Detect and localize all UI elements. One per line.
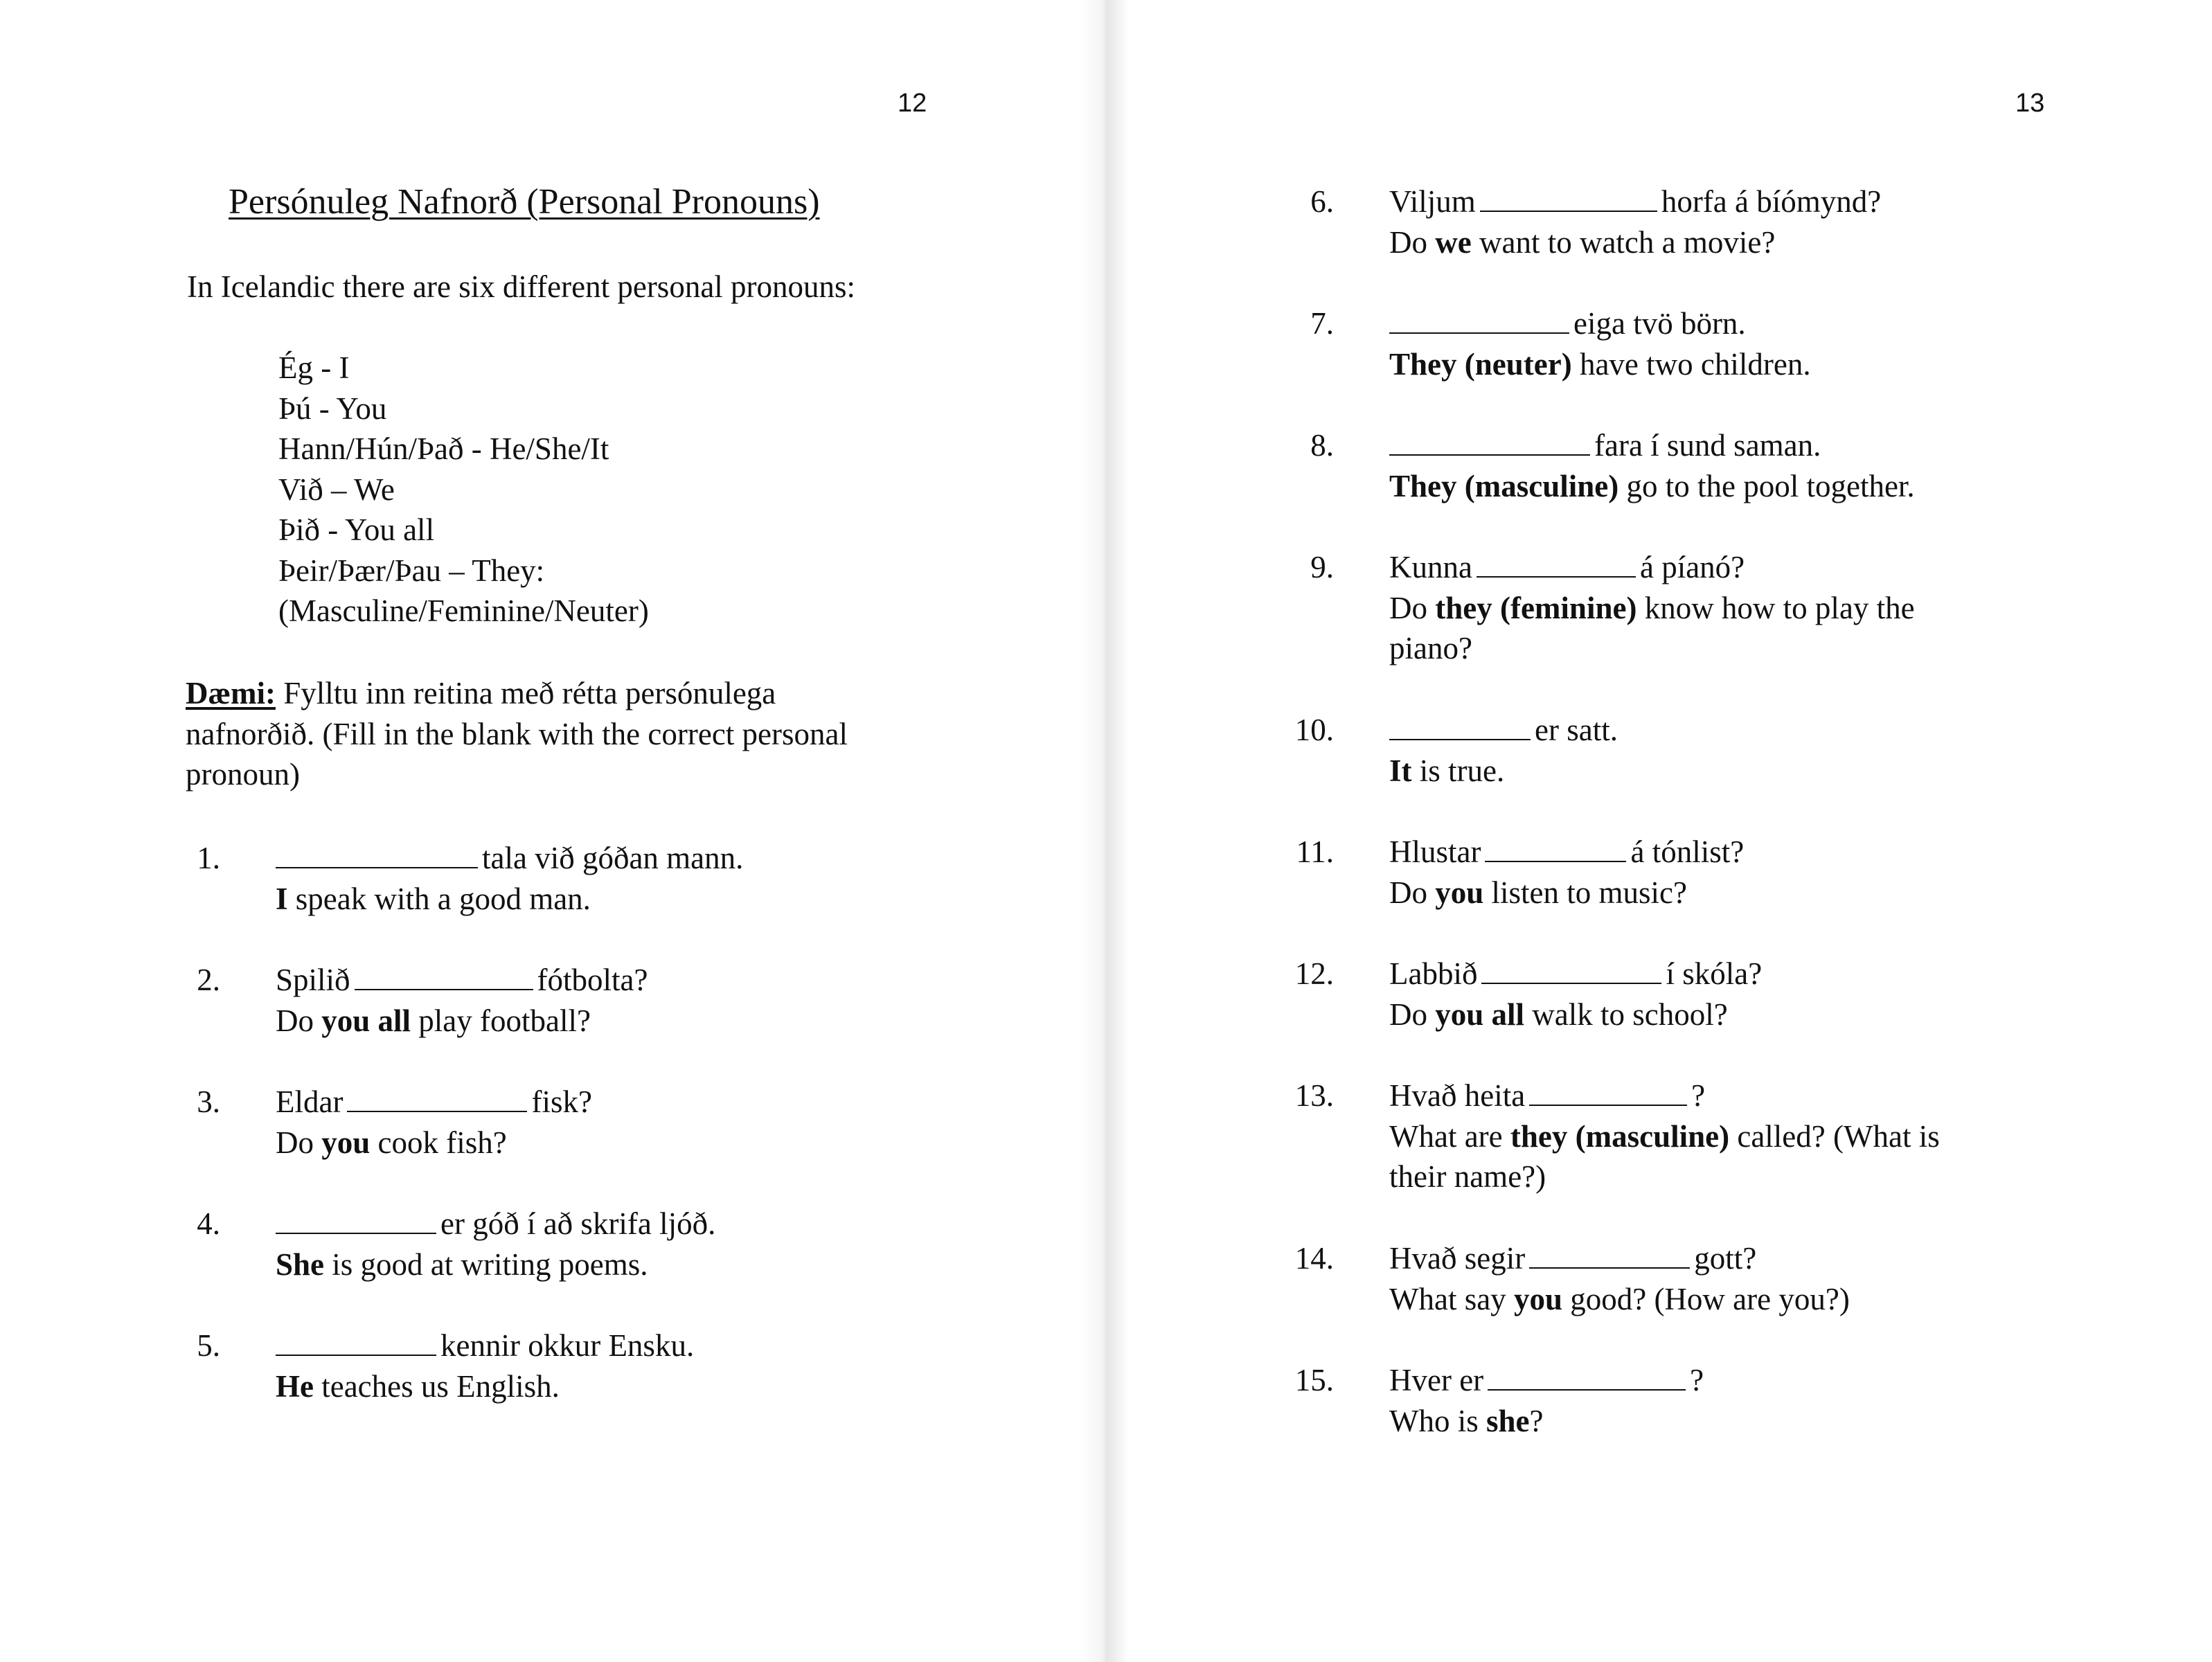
exercise-prompt-end: ?: [1691, 1078, 1706, 1113]
exercise-prompt-end: eiga tvö börn.: [1573, 306, 1746, 341]
answer-blank[interactable]: [1488, 1361, 1686, 1391]
exercise-item: [1294, 1360, 1704, 1441]
exercise-number: 9.: [1310, 550, 1334, 584]
translation-end: ?: [1529, 1403, 1544, 1438]
answer-blank[interactable]: [347, 1083, 527, 1112]
translation-end: is good at writing poems.: [324, 1246, 648, 1282]
exercise-prompt-start: Spilið: [276, 963, 350, 997]
translation-start: Do: [276, 1003, 322, 1038]
exercise-number: 8.: [1310, 428, 1334, 463]
translation-pronoun: they (feminine): [1435, 590, 1637, 625]
exercise-item: [1294, 1075, 1940, 1197]
exercise-prompt-end: gott?: [1694, 1241, 1757, 1276]
translation-pronoun: she: [1486, 1403, 1530, 1438]
exercise-prompt-end: á píanó?: [1639, 550, 1745, 584]
translation-end: listen to music?: [1483, 875, 1687, 910]
translation-pronoun: you: [321, 1125, 371, 1160]
example-label: Dæmi:: [186, 676, 276, 711]
answer-blank[interactable]: [1389, 711, 1531, 740]
exercise-prompt-end: kennir okkur Ensku.: [440, 1328, 695, 1363]
translation-end: know how to play the: [1636, 590, 1915, 625]
exercise-number: 2.: [197, 963, 220, 997]
exercise-prompt-end: tala við góðan mann.: [482, 841, 744, 875]
exercise-item: [197, 1082, 592, 1163]
pronoun-item: Við – We: [278, 472, 395, 507]
answer-blank[interactable]: [276, 839, 478, 868]
translation-end: called? (What is: [1729, 1118, 1940, 1154]
exercise-number: 5.: [197, 1328, 220, 1363]
page-number-left: 12: [898, 89, 927, 118]
exercise-item: [1310, 303, 1811, 384]
exercise-number: 4.: [197, 1206, 220, 1241]
exercise-prompt-end: fara í sund saman.: [1594, 428, 1821, 463]
exercise-prompt-end: fótbolta?: [537, 963, 648, 997]
pronoun-item: (Masculine/Feminine/Neuter): [278, 593, 649, 628]
exercise-item: [197, 1325, 695, 1406]
translation-pronoun: you all: [321, 1003, 411, 1038]
translation-start: Do: [1389, 997, 1436, 1032]
pronoun-item: Þið - You all: [278, 512, 435, 547]
pronoun-item: Þú - You: [278, 391, 387, 426]
exercise-item: [1294, 710, 1618, 791]
answer-blank[interactable]: [1389, 305, 1569, 334]
pronoun-item: Ég - I: [278, 350, 350, 385]
answer-blank[interactable]: [1485, 833, 1626, 862]
exercise-item: [1310, 181, 1882, 262]
exercise-prompt-end: er góð í að skrifa ljóð.: [440, 1206, 716, 1241]
translation-end: want to watch a movie?: [1471, 224, 1776, 260]
translation-end: have two children.: [1571, 346, 1811, 382]
translation-start: Do: [1389, 224, 1436, 260]
answer-blank[interactable]: [1477, 548, 1636, 578]
exercise-item: [197, 838, 744, 919]
answer-blank[interactable]: [276, 1205, 436, 1234]
exercise-item: [1310, 425, 1915, 506]
exercise-number: 3.: [197, 1084, 220, 1119]
answer-blank[interactable]: [1389, 427, 1590, 456]
translation-pronoun: She: [276, 1246, 325, 1282]
exercise-item: [1294, 954, 1763, 1035]
translation-end: teaches us English.: [313, 1368, 560, 1404]
translation-start: What say: [1389, 1281, 1514, 1316]
exercise-number: 1.: [197, 841, 220, 875]
exercise-item: [1310, 547, 1915, 669]
page-title: Persónuleg Nafnorð (Personal Pronouns): [229, 182, 820, 222]
exercise-item: [1294, 1238, 1850, 1319]
exercise-number: 15.: [1294, 1363, 1334, 1397]
translation-start: Who is: [1389, 1403, 1486, 1438]
pronoun-item: Þeir/Þær/Þau – They:: [278, 553, 545, 588]
exercise-prompt-end: í skóla?: [1666, 956, 1763, 991]
translation-end: play football?: [411, 1003, 591, 1038]
example-text: nafnorðið. (Fill in the blank with the correct personal: [186, 716, 848, 751]
exercise-number: 13.: [1294, 1078, 1334, 1113]
intro-text: In Icelandic there are six different personal pronouns:: [187, 269, 856, 304]
answer-blank[interactable]: [1529, 1077, 1687, 1106]
exercise-prompt-end: fisk?: [531, 1084, 592, 1119]
exercise-prompt-end: er satt.: [1535, 713, 1618, 747]
exercise-number: 7.: [1310, 306, 1334, 341]
exercise-item: [1296, 832, 1745, 913]
exercise-prompt-end: á tónlist?: [1630, 834, 1745, 869]
exercise-prompt-end: horfa á bíómynd?: [1661, 184, 1882, 219]
answer-blank[interactable]: [1480, 183, 1657, 212]
exercise-prompt-end: ?: [1690, 1363, 1704, 1397]
example-instructions: [186, 673, 975, 795]
translation-pronoun: They (masculine): [1389, 468, 1619, 503]
exercise-number: 10.: [1294, 713, 1334, 747]
exercise-item: [197, 1204, 716, 1285]
translation-start: Do: [276, 1125, 322, 1160]
translation-pronoun: they (masculine): [1510, 1118, 1730, 1154]
translation-pronoun: you: [1435, 875, 1484, 910]
pronoun-item: Hann/Hún/Það - He/She/It: [278, 431, 609, 466]
translation-start: Do: [1389, 875, 1436, 910]
answer-blank[interactable]: [355, 961, 533, 990]
answer-blank[interactable]: [1481, 955, 1661, 984]
translation-pronoun: It: [1389, 753, 1412, 788]
translation-end: walk to school?: [1524, 997, 1728, 1032]
example-text: Fylltu inn reitina með rétta persónulega: [275, 676, 776, 711]
pronoun-list: [278, 348, 649, 632]
exercise-prompt-start: Labbið: [1389, 956, 1478, 991]
page-number-right: 13: [2015, 89, 2045, 118]
exercise-prompt-start: Eldar: [276, 1084, 344, 1119]
exercise-prompt-start: Hver er: [1389, 1363, 1484, 1397]
translation-end: go to the pool together.: [1618, 468, 1915, 503]
translation-start: What are: [1389, 1118, 1510, 1154]
exercise-number: 6.: [1310, 184, 1334, 219]
translation-pronoun: He: [276, 1368, 314, 1404]
exercise-prompt-start: Hvað heita: [1389, 1078, 1526, 1113]
answer-blank[interactable]: [276, 1327, 436, 1356]
exercise-prompt-start: Viljum: [1389, 184, 1476, 219]
translation-end: cook fish?: [370, 1125, 507, 1160]
translation-continuation: piano?: [1389, 631, 1472, 665]
translation-pronoun: I: [276, 881, 288, 916]
translation-pronoun: you: [1513, 1281, 1562, 1316]
example-text: pronoun): [186, 757, 300, 792]
answer-blank[interactable]: [1529, 1240, 1690, 1269]
translation-end: speak with a good man.: [287, 881, 591, 916]
exercise-item: [197, 960, 648, 1041]
exercise-number: 14.: [1294, 1241, 1334, 1276]
translation-end: good? (How are you?): [1562, 1281, 1850, 1316]
translation-start: Do: [1389, 590, 1436, 625]
exercise-number: 11.: [1296, 834, 1334, 869]
translation-pronoun: you all: [1435, 997, 1525, 1032]
exercise-number: 12.: [1294, 956, 1334, 991]
exercise-prompt-start: Hlustar: [1389, 834, 1481, 869]
translation-pronoun: They (neuter): [1389, 346, 1572, 382]
exercise-prompt-start: Kunna: [1389, 550, 1472, 584]
translation-continuation: their name?): [1389, 1159, 1546, 1194]
translation-end: is true.: [1411, 753, 1505, 788]
translation-pronoun: we: [1435, 224, 1472, 260]
exercise-prompt-start: Hvað segir: [1389, 1241, 1526, 1276]
